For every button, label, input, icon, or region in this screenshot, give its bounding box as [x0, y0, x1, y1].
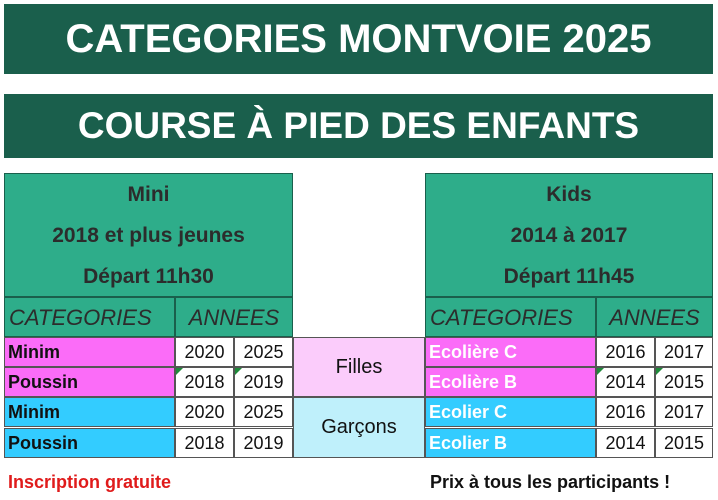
mini-row-1-year-end: 2025	[234, 337, 293, 367]
mini-row-3-category: Minim	[4, 397, 175, 427]
kids-row-2-year-start: 2014	[596, 367, 655, 397]
kids-row-4-year-start: 2014	[596, 428, 655, 458]
kids-col-annees: ANNEES	[596, 297, 713, 337]
mini-start-time: Départ 11h30	[83, 265, 214, 288]
kids-row-4-year-end: 2015	[655, 428, 713, 458]
prizes-note: Prix à tous les participants !	[430, 472, 671, 492]
kids-row-1-year-start: 2016	[596, 337, 655, 367]
page-subtitle: COURSE À PIED DES ENFANTS	[4, 94, 713, 158]
kids-row-3-year-start: 2016	[596, 397, 655, 427]
mini-row-4-category: Poussin	[4, 428, 175, 458]
mini-row-2-year-end: 2019	[234, 367, 293, 397]
kids-years: 2014 à 2017	[510, 224, 628, 247]
mini-row-1-year-start: 2020	[175, 337, 234, 367]
mini-row-2-year-start: 2018	[175, 367, 234, 397]
kids-row-3-category: Ecolier C	[425, 397, 596, 427]
mini-header	[4, 173, 293, 297]
group-label-filles: Filles	[293, 337, 425, 397]
mini-row-4-year-start: 2018	[175, 428, 234, 458]
mini-title: Mini	[127, 183, 170, 206]
kids-row-1-category: Ecolière C	[425, 337, 596, 367]
kids-row-2-category: Ecolière B	[425, 367, 596, 397]
kids-col-categories: CATEGORIES	[425, 297, 596, 337]
mini-row-2-category: Poussin	[4, 367, 175, 397]
kids-start-time: Départ 11h45	[503, 265, 635, 288]
mini-col-annees: ANNEES	[175, 297, 293, 337]
kids-title: Kids	[546, 183, 592, 206]
mini-row-4-year-end: 2019	[234, 428, 293, 458]
kids-row-2-year-end: 2015	[655, 367, 713, 397]
page-title: CATEGORIES MONTVOIE 2025	[4, 4, 713, 74]
mini-col-categories: CATEGORIES	[4, 297, 175, 337]
kids-row-4-category: Ecolier B	[425, 428, 596, 458]
mini-years: 2018 et plus jeunes	[52, 224, 245, 247]
kids-header	[425, 173, 713, 297]
free-registration-note: Inscription gratuite	[8, 472, 172, 492]
mini-row-3-year-end: 2025	[234, 397, 293, 427]
kids-row-1-year-end: 2017	[655, 337, 713, 367]
mini-row-3-year-start: 2020	[175, 397, 234, 427]
mini-row-1-category: Minim	[4, 337, 175, 367]
group-label-garcons: Garçons	[293, 397, 425, 458]
kids-row-3-year-end: 2017	[655, 397, 713, 427]
